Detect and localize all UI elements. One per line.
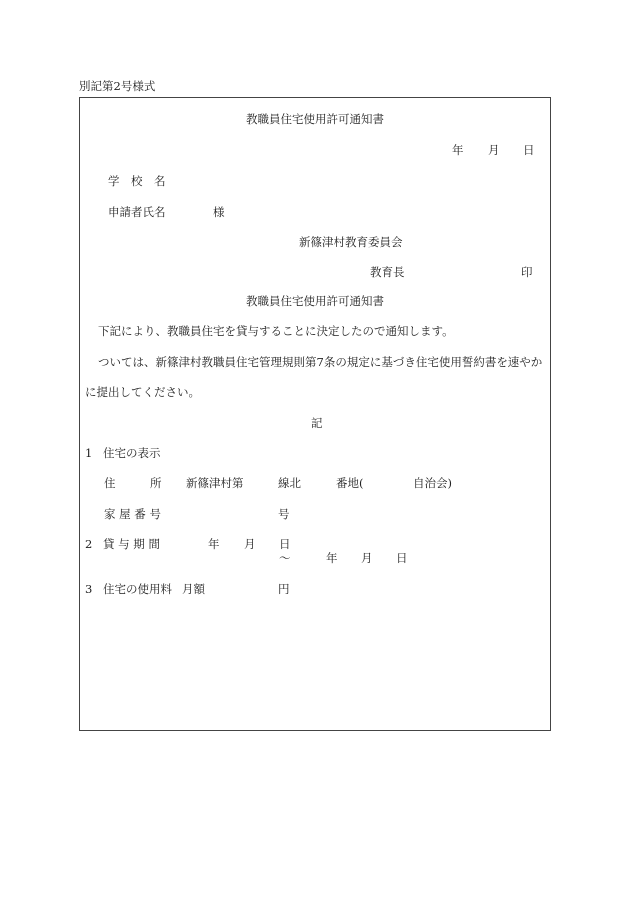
date-day: 日 [523,143,535,157]
honorific: 様 [213,205,225,219]
period-from-day: 日 [279,537,291,551]
period-tilde: ～ [279,551,291,565]
period-to-month: 月 [361,551,373,565]
address-line-north: 線北 [278,476,301,490]
subtitle: 教職員住宅使用許可通知書 [246,294,384,308]
period-to-year: 年 [326,551,338,565]
rent-monthly-label: 月額 [182,582,205,596]
item1-number: 1 [85,446,93,460]
period-from-year: 年 [208,537,220,551]
house-number-unit: 号 [278,507,290,521]
form-code: 別記第2号様式 [79,79,156,93]
address-jichikai: 自治会) [413,476,452,490]
item2-number: 2 [85,537,93,551]
issuer-title: 教育長 [370,265,405,279]
form-frame [79,97,551,731]
address-label-b: 所 [150,476,162,490]
rent-unit: 円 [278,582,290,596]
body-line-1: 下記により、教職員住宅を貸与することに決定したので通知します。 [98,324,454,338]
address-banchi: 番地( [336,476,364,490]
period-from-month: 月 [244,537,256,551]
ki-heading: 記 [311,416,323,430]
seal-mark: 印 [521,265,533,279]
date-month: 月 [488,143,500,157]
applicant-label: 申請者氏名 [108,205,166,219]
item3-number: 3 [85,582,93,596]
period-to-day: 日 [396,551,408,565]
house-number-label: 家 屋 番 号 [104,507,161,521]
item3-label: 住宅の使用料 [103,582,172,596]
school-label: 学 校 名 [108,174,166,188]
date-year: 年 [452,143,464,157]
address-label-a: 住 [104,476,116,490]
item2-label: 貸 与 期 間 [103,537,160,551]
body-line-2: ついては、新篠津村教職員住宅管理規則第7条の規定に基づき住宅使用誓約書を速やか [98,355,543,369]
form-title: 教職員住宅使用許可通知書 [246,112,384,126]
address-prefix: 新篠津村第 [186,476,244,490]
body-line-3: に提出してください。 [85,385,200,399]
item1-label: 住宅の表示 [103,446,161,460]
issuer-org: 新篠津村教育委員会 [299,235,403,249]
